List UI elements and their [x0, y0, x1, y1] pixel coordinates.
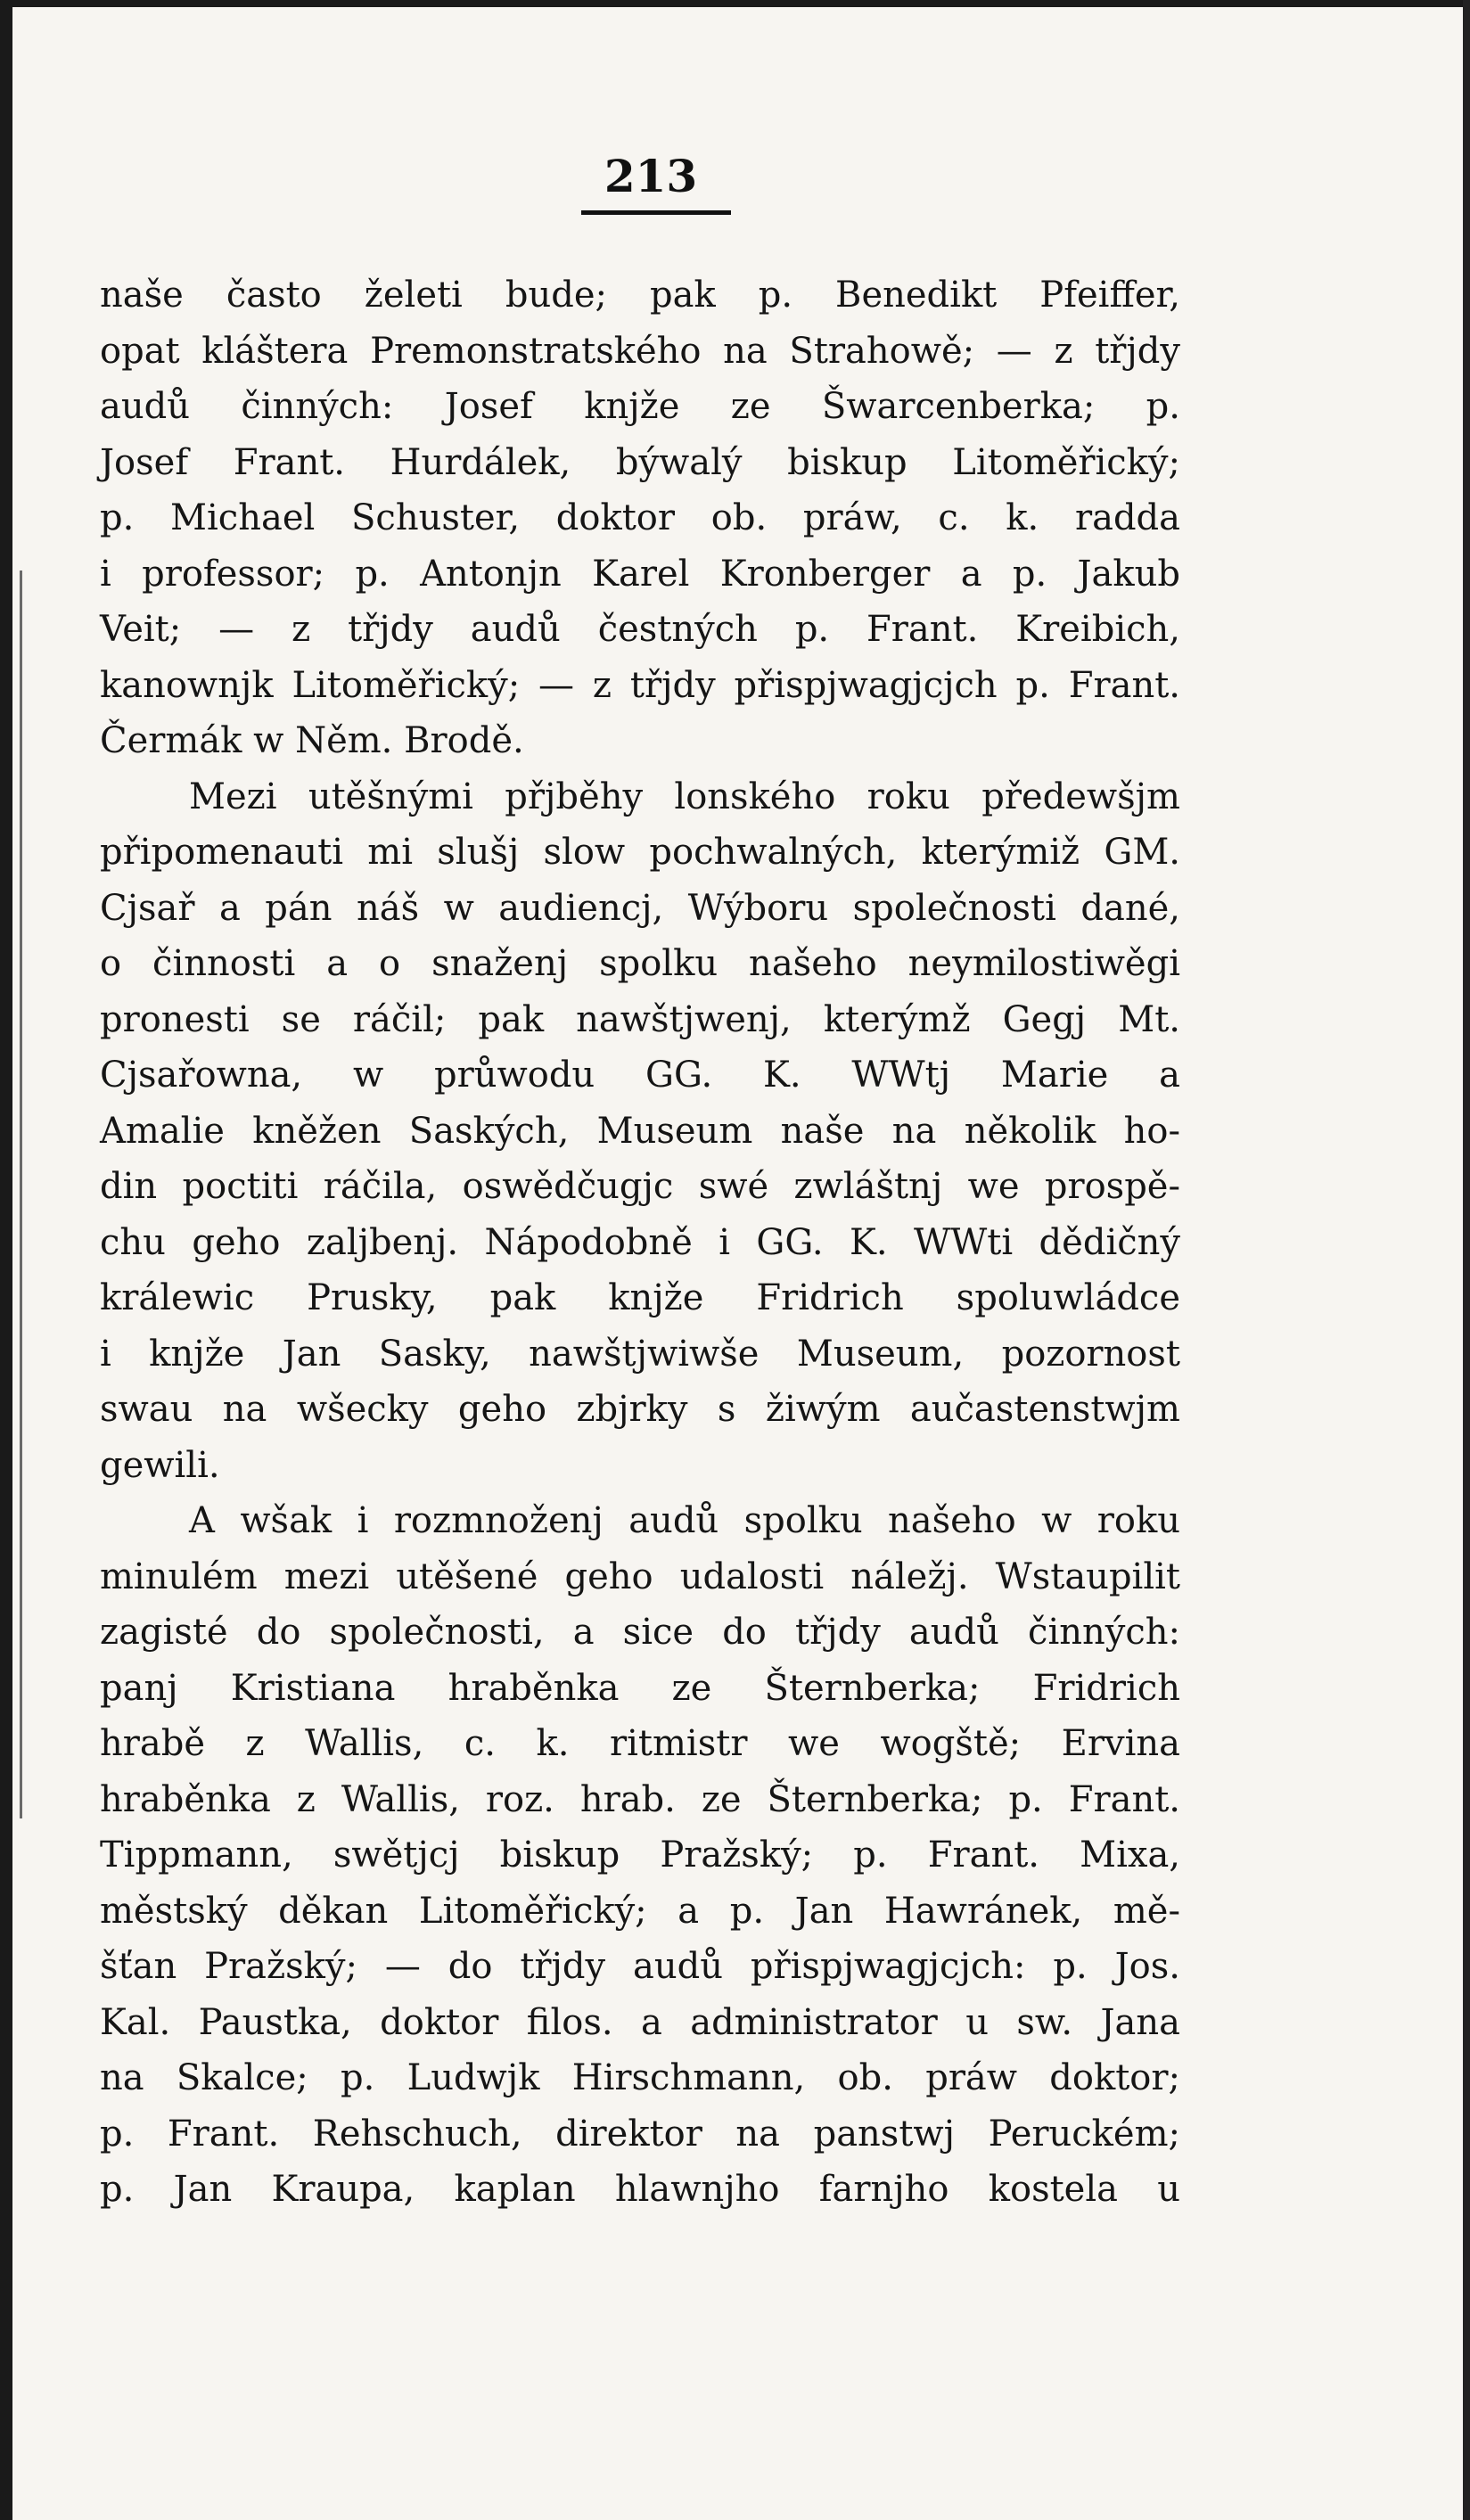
- text-line: panj Kristiana hraběnka ze Šternberka; Fridrich: [100, 1667, 1180, 1709]
- text-line: p. Frant. Rehschuch, direktor na panstwj Peruckém;: [100, 2113, 1180, 2155]
- text-line: Cjsařowna, w průwodu GG. K. WWtj Marie a: [100, 1055, 1180, 1096]
- text-line: kanownjk Litoměřický; — z třjdy přispjwagjcjch p. Frant.: [100, 664, 1180, 706]
- paragraph-start-line: Mezi utěšnými přjběhy lonského roku předewšjm: [189, 776, 1180, 817]
- text-line: Cjsař a pán náš w audiencj, Wýboru společnosti dané,: [100, 887, 1180, 929]
- text-line: i knjže Jan Sasky, nawštjwiwše Museum, pozornost: [100, 1333, 1180, 1375]
- scan-binding-shadow: [20, 570, 22, 1818]
- text-line: minulém mezi utěšené geho udalosti náležj. Wstaupilit: [100, 1556, 1180, 1597]
- page-number: 213: [604, 150, 698, 202]
- text-line: hrabě z Wallis, c. k. ritmistr we wogště; Ervina: [100, 1723, 1180, 1764]
- text-line: Kal. Paustka, doktor filos. a administrator u sw. Jana: [100, 2001, 1180, 2043]
- text-line: Amalie kněžen Saských, Museum naše na několik ho-: [100, 1110, 1180, 1152]
- body-text: [100, 267, 1180, 2218]
- text-line: i professor; p. Antonjn Karel Kronberger a p. Jakub: [100, 553, 1180, 595]
- scan-border-left: [0, 0, 12, 2520]
- scan-border-top: [0, 0, 1470, 7]
- text-line: naše často želeti bude; pak p. Benedikt Pfeiffer,: [100, 275, 1180, 316]
- text-line: Veit; — z třjdy audů čestných p. Frant. Kreibich,: [100, 609, 1180, 650]
- text-line: audů činných: Josef knjže ze Šwarcenberka; p.: [100, 386, 1180, 427]
- text-line: gewili.: [100, 1444, 220, 1486]
- text-line: Čermák w Něm. Brodě.: [100, 720, 524, 761]
- text-line: chu geho zaljbenj. Nápodobně i GG. K. WWti dědičný: [100, 1221, 1180, 1263]
- text-line: králewic Prusky, pak knjže Fridrich spoluwládce: [100, 1277, 1180, 1318]
- text-line: p. Michael Schuster, doktor ob. práw, c. k. radda: [100, 497, 1180, 538]
- text-line: opat kláštera Premonstratského na Strahowě; — z třjdy: [100, 330, 1180, 372]
- text-line: Josef Frant. Hurdálek, býwalý biskup Litoměřický;: [100, 441, 1180, 483]
- page-number-rule: [581, 210, 731, 215]
- text-line: městský děkan Litoměřický; a p. Jan Hawránek, mě-: [100, 1890, 1180, 1932]
- scan-border-right: [1463, 0, 1470, 2520]
- text-line: hraběnka z Wallis, roz. hrab. ze Šternberka; p. Frant.: [100, 1778, 1180, 1820]
- text-line: na Skalce; p. Ludwjk Hirschmann, ob. práw doktor;: [100, 2057, 1180, 2098]
- text-line: swau na wšecky geho zbjrky s žiwým aučastenstwjm: [100, 1389, 1180, 1430]
- text-line: o činnosti a o snaženj spolku našeho neymilostiwěgi: [100, 943, 1180, 984]
- text-line: připomenauti mi slušj slow pochwalných, kterýmiž GM.: [100, 832, 1180, 873]
- text-line: pronesti se ráčil; pak nawštjwenj, kterýmž Gegj Mt.: [100, 998, 1180, 1040]
- text-line: Tippmann, swětjcj biskup Pražský; p. Frant. Mixa,: [100, 1835, 1180, 1876]
- paragraph-start-line: A wšak i rozmnoženj audů spolku našeho w roku: [189, 1500, 1180, 1541]
- text-line: zagisté do společnosti, a sice do třjdy audů činných:: [100, 1612, 1180, 1653]
- text-line: din poctiti ráčila, oswědčugjc swé zwláštnj we prospě-: [100, 1166, 1180, 1207]
- text-line: šťan Pražský; — do třjdy audů přispjwagjcjch: p. Jos.: [100, 1946, 1180, 1987]
- text-line: p. Jan Kraupa, kaplan hlawnjho farnjho kostela u: [100, 2169, 1180, 2210]
